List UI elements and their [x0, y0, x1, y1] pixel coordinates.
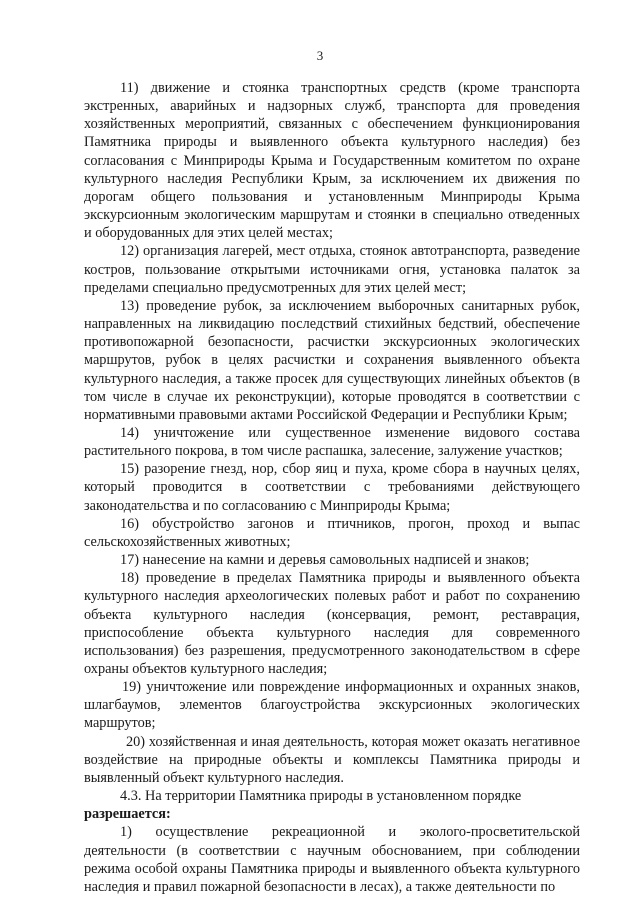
paragraph-item-12: 12) организация лагерей, мест отдыха, стоянок автотранспорта, разведение костров, пользование открытыми источниками огня, установка палаток за пределами специально предусмотренных для этих целей мест;	[84, 243, 580, 296]
paragraph-item-19: 19) уничтожение или повреждение информационных и охранных знаков, шлагбаумов, элементов благоустройства экскурсионных экологических маршрутов;	[84, 679, 580, 732]
paragraph-item-18: 18) проведение в пределах Памятника природы и выявленного объекта культурного наследия археологических полевых работ и работ по сохранению объекта культурного наследия (консервация, ремонт, реставрация, приспособление объекта культурного наследия для современного использования) без разрешения, предусмотренного законодательством в сфере охраны объектов культурного наследия;	[84, 570, 580, 677]
section-4-3-intro: 4.3. На территории Памятника природы в установленном порядке	[120, 788, 522, 805]
page-number: 3	[316, 48, 324, 63]
permitted-heading: разрешается:	[84, 806, 171, 823]
paragraph-item-17: 17) нанесение на камни и деревья самовольных надписей и знаков;	[120, 552, 530, 569]
paragraph-item-13: 13) проведение рубок, за исключением выборочных санитарных рубок, направленных на ликвидацию последствий стихийных бедствий, обеспечение противопожарной безопасности, расчистки экскурсионных экологических маршрутов, рубок в целях расчистки и сохранения выявленного объекта культурного наследия, а также просек для существующих линейных объектов (в том числе в случае их реконструкции), которые проводятся в соответствии с нормативными правовыми актами Российской Федерации и Республики Крым;	[84, 297, 580, 423]
permitted-item-1: 1) осуществление рекреационной и эколого-просветительской деятельности (в соответствии с научным обоснованием, при соблюдении режима особой охраны Памятника природы и выявленного объекта культурного наследия и правил пожарной безопасности в лесах), а также деятельности по	[84, 824, 580, 895]
paragraph-item-11: 11) движение и стоянка транспортных средств (кроме транспорта экстренных, аварийных и надзорных служб, транспорта для проведения хозяйственных мероприятий, связанных с обеспечением функционирования Памятника природы и выявленного объекта культурного наследия) без согласования с Минприроды Крыма и Государственным комитетом по охране культурного наследия Республики Крым, за исключением их движения по дорогам общего пользования и установленным Минприроды Крыма экскурсионным экологическим маршрутам и стоянки в специально отведенных и оборудованных для этих целей местах;	[84, 80, 580, 242]
paragraph-item-20: 20) хозяйственная и иная деятельность, которая может оказать негативное воздействие на природные объекты и комплексы Памятника природы и выявленный объект культурного наследия.	[84, 733, 580, 786]
paragraph-item-14: 14) уничтожение или существенное изменение видового состава растительного покрова, в том числе распашка, залесение, залужение участков;	[84, 424, 580, 460]
paragraph-item-16: 16) обустройство загонов и птичников, прогон, проход и выпас сельскохозяйственных животных;	[84, 515, 580, 550]
document-body	[84, 79, 580, 896]
paragraph-item-15: 15) разорение гнезд, нор, сбор яиц и пуха, кроме сбора в научных целях, который проводится в соответствии с требованиями действующего законодательства и по согласованию с Минприроды Крыма;	[84, 461, 580, 514]
